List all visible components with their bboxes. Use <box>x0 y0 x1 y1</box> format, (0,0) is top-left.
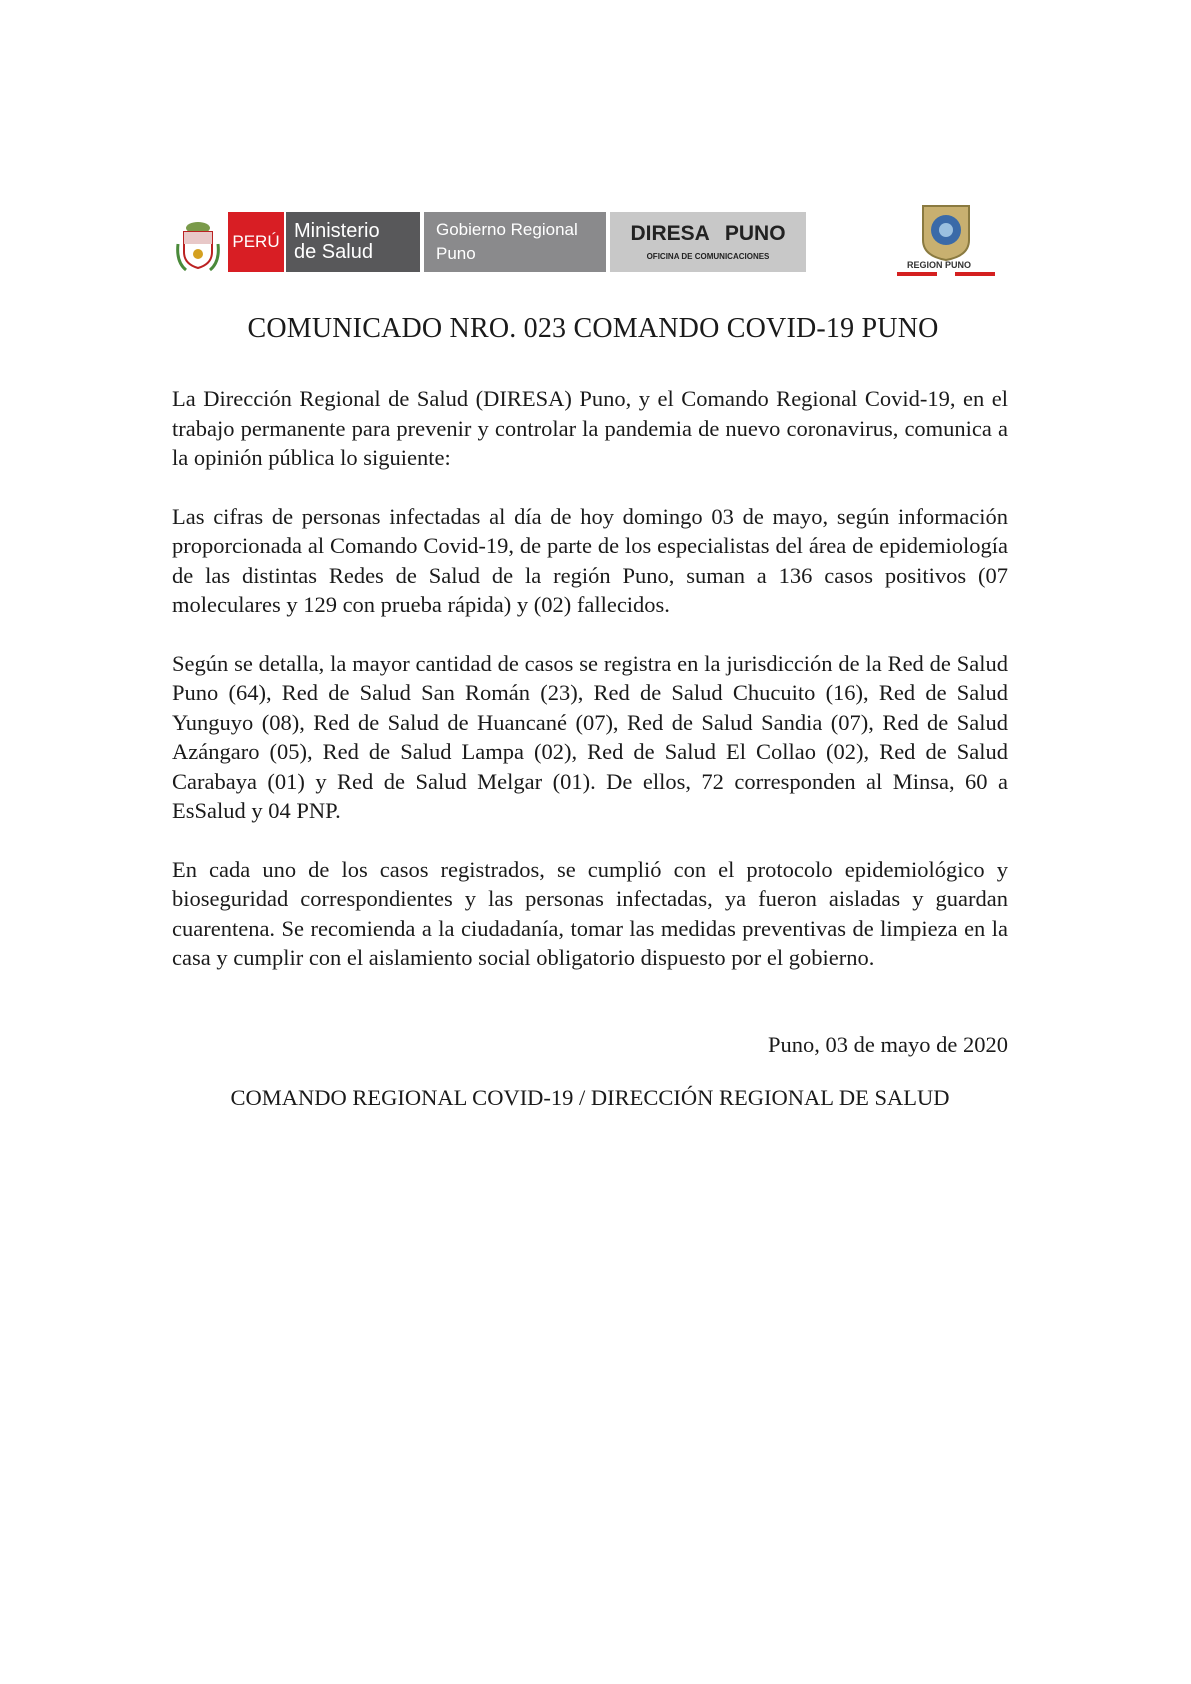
diresa-title: DIRESA PUNO <box>630 222 786 245</box>
gore-line2: Puno <box>436 244 476 263</box>
document-body <box>172 384 1008 1002</box>
minsa-line1: Ministerio <box>294 220 380 242</box>
peru-logo-block: PERÚ <box>228 212 284 272</box>
diresa-subtitle: OFICINA DE COMUNICACIONES <box>646 252 770 261</box>
paragraph: Las cifras de personas infectadas al día de hoy domingo 03 de mayo, según información proporcionada al Comando Covid-19, de parte de los especialistas del área de epidemiología de las distintas Redes de Salud de la región Puno, suman a 136 casos positivos (07 moleculares y 129 con prueba rápida) y (02) fallecidos. <box>172 503 1008 617</box>
region-puno-emblem <box>893 200 999 278</box>
gobierno-regional-logo <box>424 212 606 272</box>
title-text: COMUNICADO NRO. 023 COMANDO COVID-19 PUNO <box>247 313 939 344</box>
gore-line1: Gobierno Regional <box>436 220 578 239</box>
minsa-line2: de Salud <box>294 241 373 263</box>
paragraph: Según se detalla, la mayor cantidad de casos se registra en la jurisdicción de la Red de Salud Puno (64), Red de Salud San Román (23), Red de Salud Chucuito (16), Red de Salud Yunguyo (08), Red de Salud de Huancané (07), Red de Salud Sandia (07), Red de Salud Azángaro (05), Red de Salud Lampa (02), Red de Salud El Collao (02), Red de Salud Carabaya (01) y Red de Salud Melgar (01). De ellos, 72 corresponden al Minsa, 60 a EsSalud y 04 PNP. <box>172 650 1008 823</box>
date-line: Puno, 03 de mayo de 2020 <box>768 1032 1008 1057</box>
diresa-puno-logo <box>610 212 806 272</box>
signature: COMANDO REGIONAL COVID-19 / DIRECCIÓN REGIONAL DE SALUD <box>230 1085 950 1110</box>
region-label: REGION PUNO <box>907 260 972 270</box>
letterhead <box>172 210 1002 274</box>
ministerio-salud-logo <box>286 212 420 272</box>
paragraph: En cada uno de los casos registrados, se cumplió con el protocolo epidemiológico y bioseguridad correspondientes y las personas infectadas, ya fueron aisladas y guardan cuarentena. Se recomienda a la ciudadanía, tomar las medidas preventivas de limpieza en la casa y cumplir con el aislamiento social obligatorio dispuesto por el gobierno. <box>172 856 1008 970</box>
paragraph: La Dirección Regional de Salud (DIRESA) Puno, y el Comando Regional Covid-19, en el trabajo permanente para prevenir y controlar la pandemia de nuevo coronavirus, comunica a la opinión pública lo siguiente: <box>172 386 1008 470</box>
peru-coat-of-arms-icon <box>176 214 220 272</box>
document-title <box>0 313 1191 345</box>
